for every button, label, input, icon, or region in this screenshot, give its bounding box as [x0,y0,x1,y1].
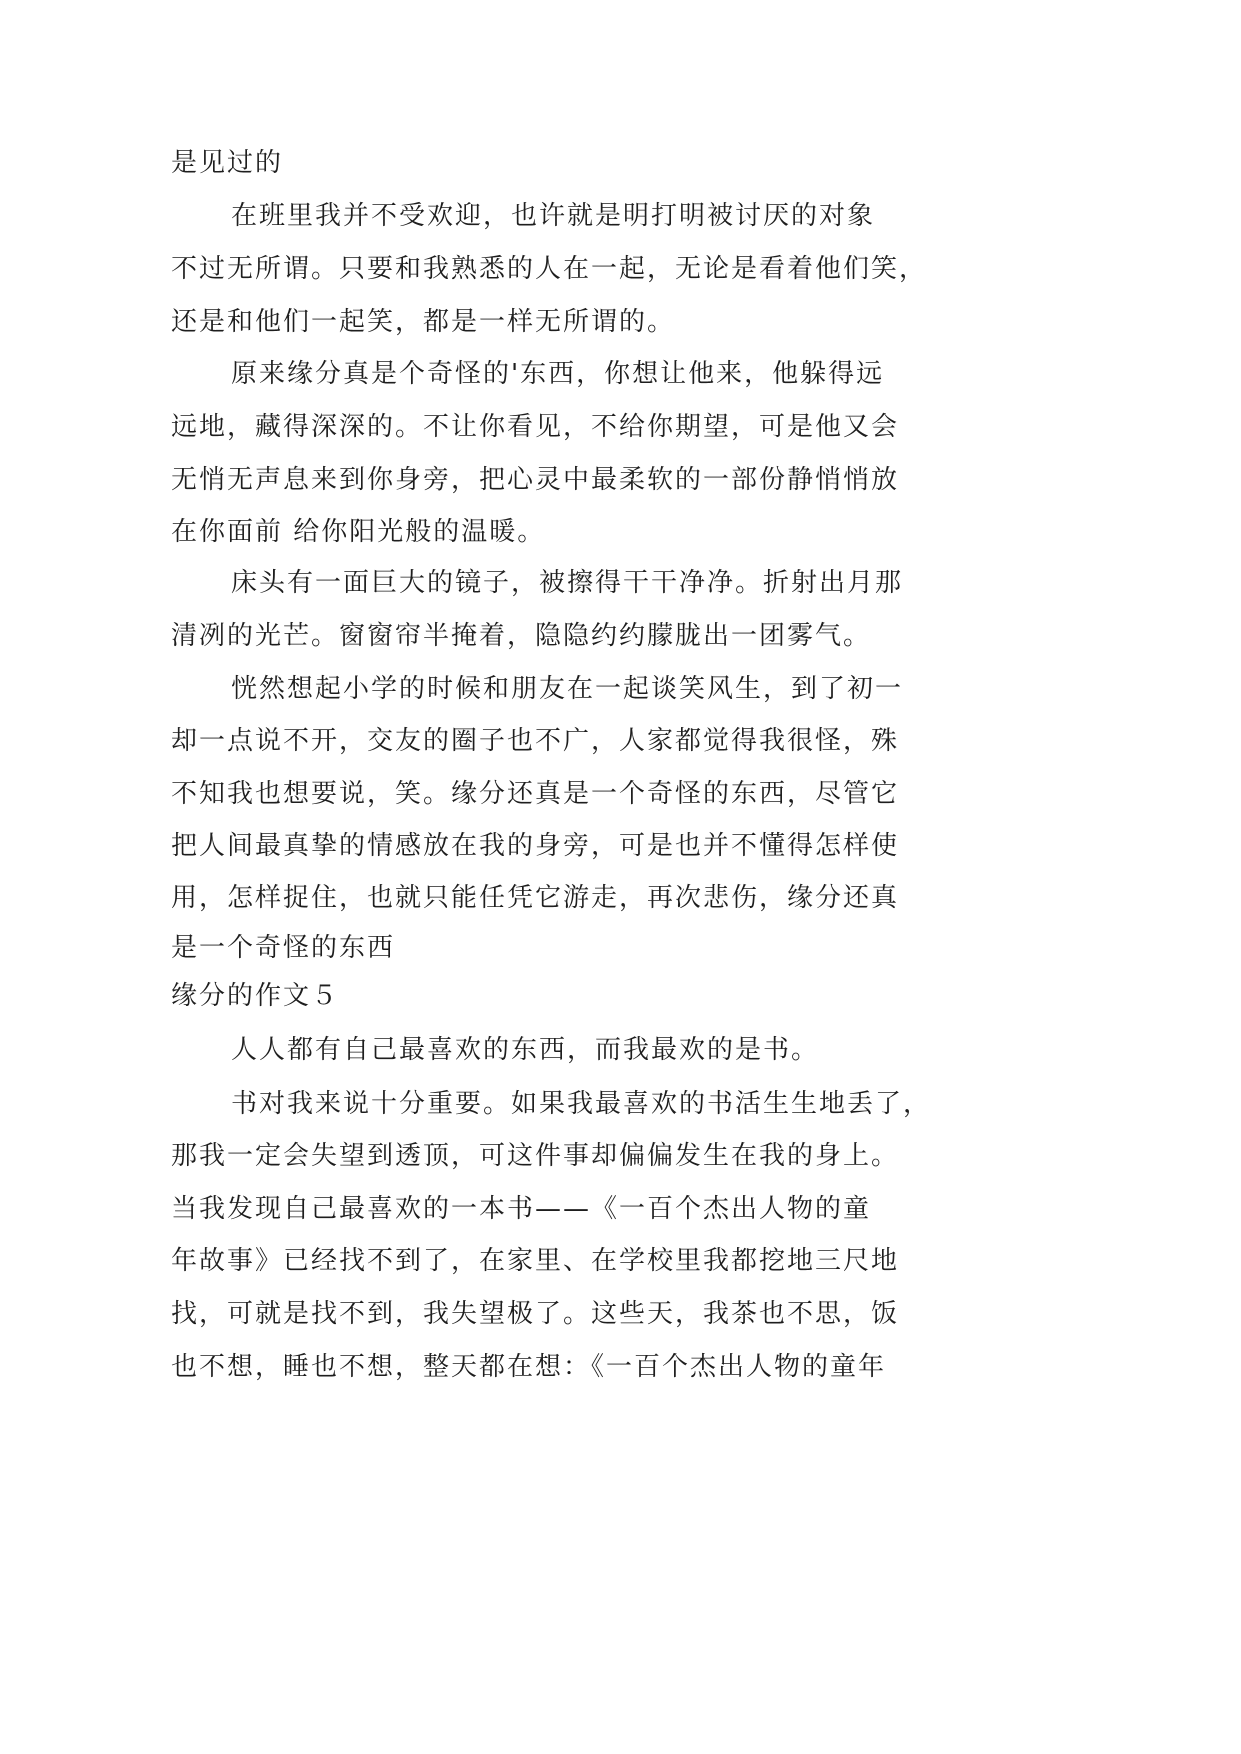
paragraph-line: 原来缘分真是个奇怪的'东西，你想让他来，他躲得远 [231,359,885,389]
paragraph-line: 床头有一面巨大的镜子，被擦得干干净净。折射出月那 [231,568,904,598]
paragraph-line: 在班里我并不受欢迎，也许就是明打明被讨厌的对象 [231,201,876,231]
text-line: 在你面前 给你阳光般的温暖。 [171,517,546,547]
text-line: 不知我也想要说，笑。缘分还真是一个奇怪的东西，尽管它 [171,779,900,809]
text-line: 不过无所谓。只要和我熟悉的人在一起，无论是看着他们笑， [171,254,928,284]
text-line: 那我一定会失望到透顶，可这件事却偏偏发生在我的身上。 [171,1141,900,1171]
text-line: 还是和他们一起笑，都是一样无所谓的。 [171,307,676,337]
text-line: 找，可就是找不到，我失望极了。这些天，我茶也不思，饭 [171,1299,900,1329]
section-heading: 缘分的作文５ [171,981,340,1011]
text-line: 却一点说不开，交友的圈子也不广，人家都觉得我很怪，殊 [171,726,900,756]
text-line: 把人间最真挚的情感放在我的身旁，可是也并不懂得怎样使 [171,831,900,861]
paragraph-line: 书对我来说十分重要。如果我最喜欢的书活生生地丢了， [231,1089,932,1119]
text-line: 是一个奇怪的东西 [171,933,396,963]
text-line: 当我发现自己最喜欢的一本书——《一百个杰出人物的童 [171,1194,872,1224]
paragraph-line: 恍然想起小学的时候和朋友在一起谈笑风生，到了初一 [231,674,904,704]
text-line: 远地，藏得深深的。不让你看见，不给你期望，可是他又会 [171,412,900,442]
text-line: 清冽的光芒。窗窗帘半掩着，隐隐约约朦胧出一团雾气。 [171,621,872,651]
paragraph-line: 人人都有自己最喜欢的东西，而我最欢的是书。 [231,1035,820,1065]
text-line: 无悄无声息来到你身旁，把心灵中最柔软的一部份静悄悄放 [171,465,900,495]
text-line: 用，怎样捉住，也就只能任凭它游走，再次悲伤，缘分还真 [171,883,900,913]
text-line: 也不想，睡也不想，整天都在想：《一百个杰出人物的童年 [171,1352,887,1382]
text-line: 年故事》已经找不到了，在家里、在学校里我都挖地三尺地 [171,1246,900,1276]
text-line: 是见过的 [171,148,284,178]
